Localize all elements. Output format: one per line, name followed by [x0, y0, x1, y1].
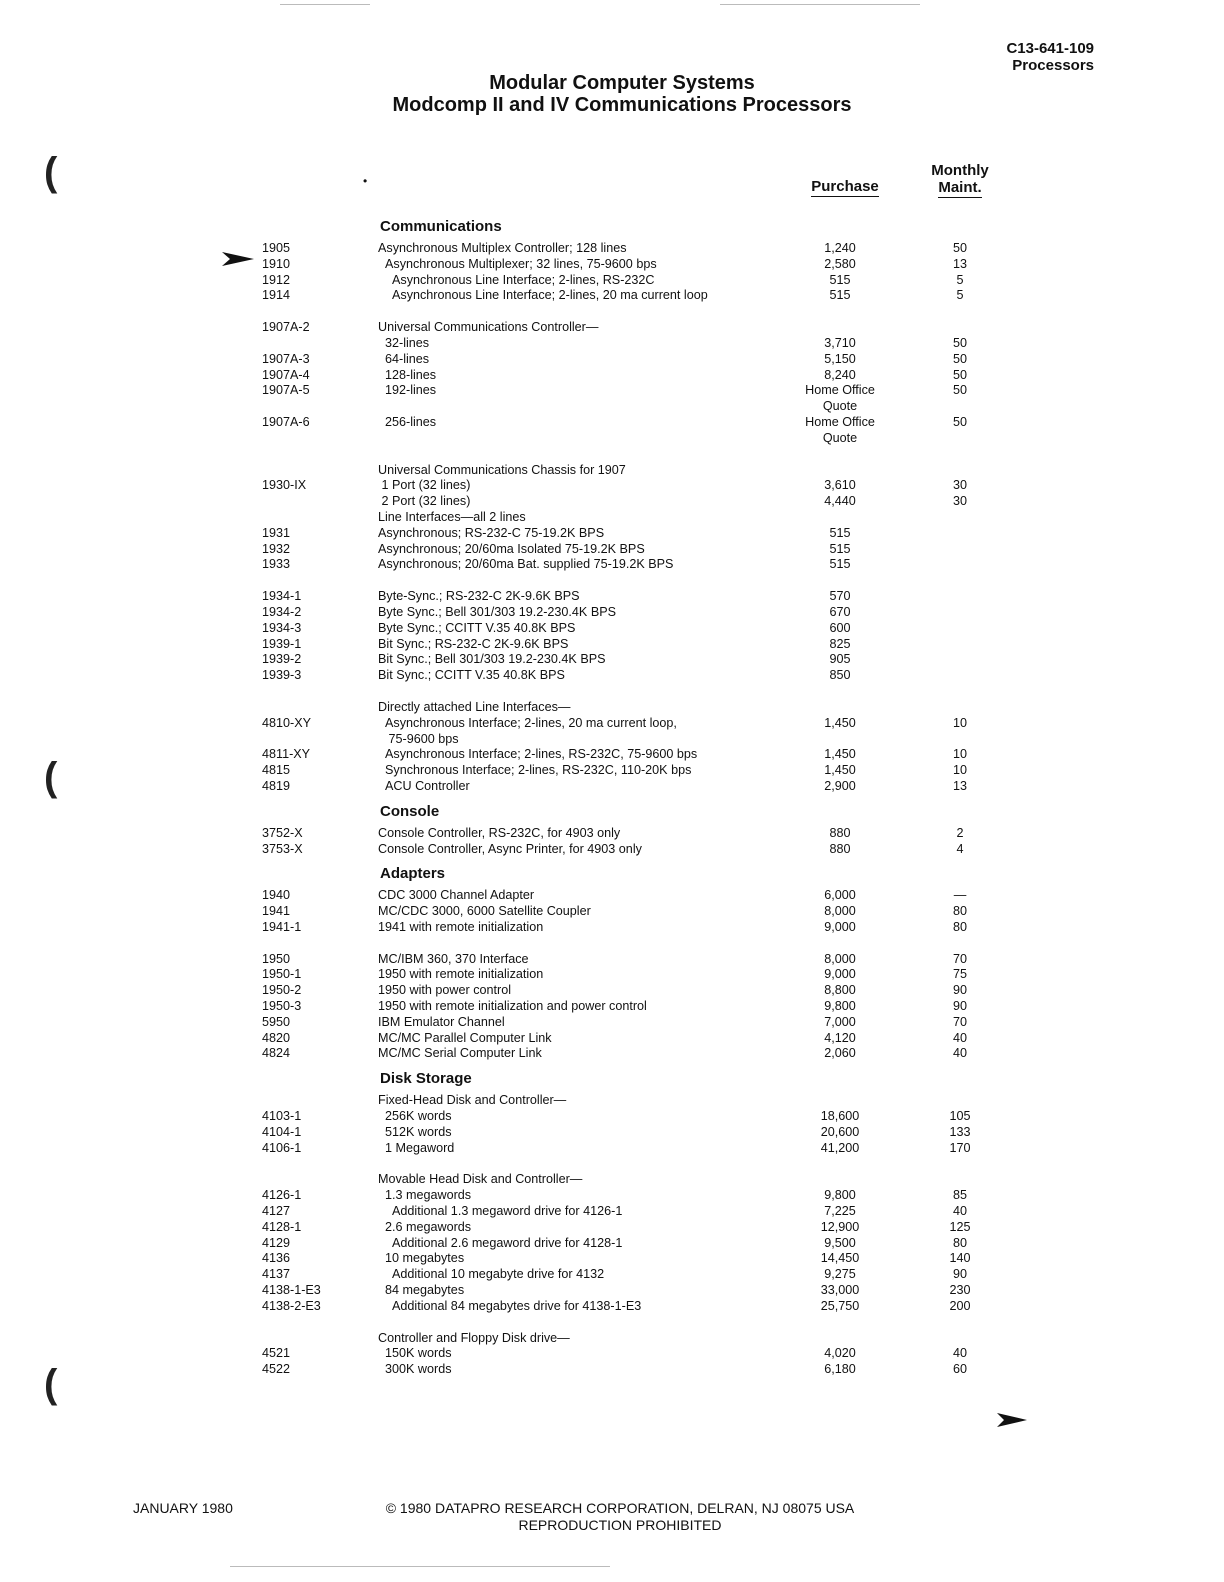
- model-number: 4138-1-E3: [262, 1283, 321, 1298]
- item-description: 256-lines: [385, 414, 437, 429]
- purchase-price: 8,800: [824, 983, 856, 998]
- item-description: CDC 3000 Channel Adapter: [378, 888, 535, 903]
- monthly-maintenance: 5: [956, 272, 964, 287]
- price-row: [0, 983, 1224, 999]
- doc-id-category: Processors: [1012, 57, 1094, 74]
- price-row: [0, 904, 1224, 920]
- price-row: [0, 747, 1224, 763]
- price-row: [0, 1031, 1224, 1047]
- purchase-price: 880: [829, 825, 851, 840]
- purchase-price: 515: [829, 541, 851, 556]
- item-description: Additional 84 megabytes drive for 4138-1-E3: [392, 1298, 642, 1313]
- item-description: Byte-Sync.; RS-232-C 2K-9.6K BPS: [378, 589, 580, 604]
- model-number: 1940: [262, 888, 291, 903]
- monthly-maintenance: 170: [949, 1140, 971, 1155]
- model-number: 1939-2: [262, 652, 302, 667]
- monthly-maintenance: 200: [949, 1298, 971, 1313]
- section-heading: [0, 857, 1224, 888]
- price-row: [0, 1346, 1224, 1362]
- monthly-maintenance: 105: [949, 1109, 971, 1124]
- price-row: [0, 273, 1224, 289]
- model-number: 4521: [262, 1346, 291, 1361]
- purchase-column-header: [790, 178, 900, 195]
- price-row: [0, 431, 1224, 447]
- price-row: [0, 368, 1224, 384]
- model-number: 4820: [262, 1030, 291, 1045]
- model-number: 4127: [262, 1204, 291, 1219]
- purchase-price: 4,440: [824, 494, 856, 509]
- price-row: [0, 842, 1224, 858]
- page-title: [0, 72, 1224, 116]
- item-description: Console Controller, RS-232C, for 4903 only: [378, 825, 621, 840]
- monthly-maintenance: 140: [949, 1251, 971, 1266]
- model-number: 4137: [262, 1267, 291, 1282]
- monthly-maintenance: —: [953, 888, 967, 903]
- binder-hole-mark: (: [44, 755, 58, 799]
- monthly-maintenance: 80: [952, 1235, 967, 1250]
- item-description: Universal Communications Controller—: [378, 320, 599, 335]
- item-description: 256K words: [385, 1109, 452, 1124]
- purchase-price: Home Office: [805, 414, 875, 429]
- model-number: 1939-1: [262, 636, 302, 651]
- monthly-maintenance: 70: [952, 951, 967, 966]
- item-description: 32-lines: [385, 335, 430, 350]
- model-number: 1932: [262, 541, 291, 556]
- model-number: 1907A-5: [262, 383, 310, 398]
- price-row: [0, 336, 1224, 352]
- model-number: 4128-1: [262, 1219, 302, 1234]
- item-description: Asynchronous; 20/60ma Isolated 75-19.2K BPS: [378, 541, 645, 556]
- scan-artifact-top: [720, 4, 920, 5]
- price-row: [0, 1220, 1224, 1236]
- model-number: 1933: [262, 557, 291, 572]
- price-row: [0, 1093, 1224, 1109]
- monthly-maintenance: 50: [952, 414, 967, 429]
- price-row: [0, 763, 1224, 779]
- item-description: MC/IBM 360, 370 Interface: [378, 951, 529, 966]
- model-number: 1950-3: [262, 999, 302, 1014]
- section-title: Communications: [380, 218, 502, 235]
- monthly-maintenance: 80: [952, 919, 967, 934]
- price-row: [0, 605, 1224, 621]
- model-number: 4103-1: [262, 1109, 302, 1124]
- item-description: Fixed-Head Disk and Controller—: [378, 1093, 567, 1108]
- monthly-maintenance: 40: [952, 1046, 967, 1061]
- model-number: 4819: [262, 778, 291, 793]
- purchase-price: 8,240: [824, 367, 856, 382]
- purchase-price: 4,120: [824, 1030, 856, 1045]
- footer-copyright: [350, 1500, 890, 1534]
- price-row: [0, 1251, 1224, 1267]
- price-row: [0, 1125, 1224, 1141]
- row-spacer: [0, 573, 1224, 589]
- purchase-price: 850: [829, 668, 851, 683]
- item-description: 1 Port (32 lines): [381, 478, 471, 493]
- item-description: Bit Sync.; RS-232-C 2K-9.6K BPS: [378, 636, 569, 651]
- purchase-price: 515: [829, 557, 851, 572]
- purchase-price: 9,275: [824, 1267, 856, 1282]
- item-description: 128-lines: [385, 367, 437, 382]
- purchase-price: 6,000: [824, 888, 856, 903]
- model-number: 1907A-2: [262, 320, 310, 335]
- item-description: Bit Sync.; CCITT V.35 40.8K BPS: [378, 668, 565, 683]
- monthly-maintenance: 30: [952, 478, 967, 493]
- price-row: [0, 542, 1224, 558]
- purchase-price: 515: [829, 288, 851, 303]
- purchase-price: 600: [829, 620, 851, 635]
- monthly-maintenance: 90: [952, 983, 967, 998]
- item-description: 300K words: [385, 1362, 452, 1377]
- purchase-price: 5,150: [824, 351, 856, 366]
- item-description: MC/MC Parallel Computer Link: [378, 1030, 552, 1045]
- model-number: 4138-2-E3: [262, 1298, 321, 1313]
- copyright-line: © 1980 DATAPRO RESEARCH CORPORATION, DELRAN, NJ 08075 USA: [385, 1500, 855, 1516]
- purchase-price: 4,020: [824, 1346, 856, 1361]
- price-row: [0, 826, 1224, 842]
- model-number: 1930-IX: [262, 478, 307, 493]
- price-row: [0, 589, 1224, 605]
- item-description: Asynchronous Interface; 2-lines, RS-232C, 75-9600 bps: [385, 747, 698, 762]
- purchase-price: 1,450: [824, 747, 856, 762]
- purchase-price: 670: [829, 604, 851, 619]
- purchase-price: 1,240: [824, 241, 856, 255]
- purchase-price: 3,710: [824, 335, 856, 350]
- price-row: [0, 1204, 1224, 1220]
- model-number: 1910: [262, 256, 291, 271]
- price-row: [0, 399, 1224, 415]
- item-description: Asynchronous Multiplexer; 32 lines, 75-9600 bps: [385, 256, 657, 271]
- monthly-maintenance: 90: [952, 1267, 967, 1282]
- item-description: MC/MC Serial Computer Link: [378, 1046, 542, 1061]
- monthly-maintenance: 50: [952, 241, 967, 255]
- maint-label-line-2: Maint.: [938, 179, 982, 196]
- purchase-price: 8,000: [824, 951, 856, 966]
- item-description: 1950 with remote initialization and power control: [378, 999, 647, 1014]
- model-number: 1907A-4: [262, 367, 310, 382]
- monthly-maintenance: 10: [952, 715, 967, 730]
- price-row: [0, 999, 1224, 1015]
- model-number: 4522: [262, 1362, 291, 1377]
- price-row: [0, 621, 1224, 637]
- purchase-price: 905: [829, 652, 851, 667]
- monthly-maintenance: 40: [952, 1204, 967, 1219]
- item-description: Additional 2.6 megaword drive for 4128-1: [392, 1235, 623, 1250]
- model-number: 1941: [262, 904, 291, 919]
- purchase-price: 12,900: [820, 1219, 860, 1234]
- purchase-price: 9,500: [824, 1235, 856, 1250]
- purchase-price: 1,450: [824, 763, 856, 778]
- price-row: [0, 1236, 1224, 1252]
- price-row: [0, 1046, 1224, 1062]
- price-row: [0, 1299, 1224, 1315]
- purchase-price: Home Office: [805, 383, 875, 398]
- item-description: Asynchronous; RS-232-C 75-19.2K BPS: [378, 525, 605, 540]
- row-spacer: [0, 304, 1224, 320]
- item-description: 64-lines: [385, 351, 430, 366]
- binder-hole-mark: (: [44, 1362, 58, 1406]
- model-number: 4810-XY: [262, 715, 312, 730]
- price-row: [0, 652, 1224, 668]
- price-row: [0, 1283, 1224, 1299]
- item-description: 1.3 megawords: [385, 1188, 472, 1203]
- section-heading: [0, 210, 1224, 241]
- item-description: Universal Communications Chassis for 1907: [378, 462, 626, 477]
- item-description: Asynchronous Line Interface; 2-lines, 20 ma current loop: [392, 288, 708, 303]
- purchase-price: 7,225: [824, 1204, 856, 1219]
- monthly-maintenance: 230: [949, 1283, 971, 1298]
- document-id: [1006, 40, 1094, 74]
- model-number: 4104-1: [262, 1124, 302, 1139]
- price-row: [0, 352, 1224, 368]
- model-number: 4106-1: [262, 1140, 302, 1155]
- item-description: Additional 10 megabyte drive for 4132: [392, 1267, 605, 1282]
- item-description: Asynchronous; 20/60ma Bat. supplied 75-19.2K BPS: [378, 557, 674, 572]
- purchase-price: 18,600: [820, 1109, 860, 1124]
- item-description: 192-lines: [385, 383, 437, 398]
- price-row: [0, 1331, 1224, 1347]
- price-row: [0, 1015, 1224, 1031]
- model-number: 4815: [262, 763, 291, 778]
- price-row: [0, 779, 1224, 795]
- row-spacer: [0, 1156, 1224, 1172]
- model-number: 4811-XY: [262, 747, 311, 762]
- purchase-price: 3,610: [824, 478, 856, 493]
- price-row: [0, 1109, 1224, 1125]
- monthly-maintenance: 125: [949, 1219, 971, 1234]
- change-marker-arrow-icon: [997, 1412, 1027, 1428]
- model-number: 1941-1: [262, 919, 302, 934]
- monthly-maintenance: 50: [952, 335, 967, 350]
- monthly-maintenance: 90: [952, 999, 967, 1014]
- model-number: 4824: [262, 1046, 291, 1061]
- purchase-price: 515: [829, 272, 851, 287]
- doc-id-number: C13-641-109: [1006, 40, 1094, 57]
- purchase-price: 25,750: [820, 1298, 860, 1313]
- model-number: 3752-X: [262, 825, 303, 840]
- price-row: [0, 888, 1224, 904]
- item-description: Asynchronous Line Interface; 2-lines, RS-232C: [392, 272, 655, 287]
- price-row: [0, 967, 1224, 983]
- item-description: Byte Sync.; Bell 301/303 19.2-230.4K BPS: [378, 604, 617, 619]
- price-row: [0, 383, 1224, 399]
- item-description: 512K words: [385, 1124, 452, 1139]
- row-spacer: [0, 1315, 1224, 1331]
- bullet-mark: •: [363, 174, 368, 188]
- price-row: [0, 920, 1224, 936]
- purchase-price: 825: [829, 636, 851, 651]
- price-row: [0, 320, 1224, 336]
- monthly-maintenance: 50: [952, 367, 967, 382]
- monthly-maintenance: 50: [952, 383, 967, 398]
- row-spacer: [0, 936, 1224, 952]
- purchase-label: Purchase: [811, 178, 879, 195]
- monthly-maintenance: 133: [949, 1124, 971, 1139]
- purchase-price: 14,450: [820, 1251, 860, 1266]
- item-description: 75-9600 bps: [388, 731, 459, 746]
- section-heading: [0, 1062, 1224, 1093]
- reproduction-notice: REPRODUCTION PROHIBITED: [518, 1517, 722, 1533]
- price-row: [0, 716, 1224, 732]
- title-line-2: Modcomp II and IV Communications Processors: [392, 94, 852, 116]
- model-number: 1907A-6: [262, 414, 310, 429]
- purchase-price: 880: [829, 841, 851, 856]
- monthly-maintenance: 70: [952, 1014, 967, 1029]
- item-description: Bit Sync.; Bell 301/303 19.2-230.4K BPS: [378, 652, 606, 667]
- purchase-price: 2,060: [824, 1046, 856, 1061]
- model-number: 1931: [262, 525, 291, 540]
- model-number: 1907A-3: [262, 351, 310, 366]
- scan-artifact-bottom: [230, 1566, 610, 1567]
- purchase-price: 33,000: [820, 1283, 860, 1298]
- monthly-maintenance: 10: [952, 747, 967, 762]
- purchase-price: 515: [829, 525, 851, 540]
- price-row: [0, 257, 1224, 273]
- model-number: 4129: [262, 1235, 291, 1250]
- model-number: 4136: [262, 1251, 291, 1266]
- item-description: 1950 with power control: [378, 983, 512, 998]
- price-row: [0, 415, 1224, 431]
- item-description: ACU Controller: [385, 778, 470, 793]
- model-number: 1914: [262, 288, 291, 303]
- model-number: 1912: [262, 272, 291, 287]
- purchase-price: 2,580: [824, 256, 856, 271]
- item-description: Controller and Floppy Disk drive—: [378, 1330, 570, 1345]
- price-row: [0, 494, 1224, 510]
- model-number: 1934-1: [262, 589, 302, 604]
- purchase-price: 1,450: [824, 715, 856, 730]
- monthly-maintenance: 30: [952, 494, 967, 509]
- item-description: MC/CDC 3000, 6000 Satellite Coupler: [378, 904, 591, 919]
- item-description: 150K words: [385, 1346, 452, 1361]
- item-description: Asynchronous Interface; 2-lines, 20 ma current loop,: [385, 715, 677, 730]
- price-row: [0, 288, 1224, 304]
- model-number: 1950-1: [262, 967, 302, 982]
- item-description: 2 Port (32 lines): [381, 494, 471, 509]
- item-description: 1950 with remote initialization: [378, 967, 544, 982]
- model-number: 3753-X: [262, 841, 303, 856]
- monthly-maintenance: 80: [952, 904, 967, 919]
- monthly-maintenance: 50: [952, 351, 967, 366]
- section-title: Console: [380, 802, 440, 820]
- purchase-price: 7,000: [824, 1014, 856, 1029]
- price-row: [0, 557, 1224, 573]
- section-title: Adapters: [380, 865, 446, 883]
- item-description: Byte Sync.; CCITT V.35 40.8K BPS: [378, 620, 576, 635]
- monthly-maintenance: 13: [952, 256, 967, 271]
- purchase-price: Quote: [822, 430, 858, 445]
- binder-hole-mark: (: [44, 150, 58, 194]
- purchase-price: 9,000: [824, 967, 856, 982]
- price-row: [0, 510, 1224, 526]
- monthly-maintenance: 4: [956, 841, 964, 856]
- price-row: [0, 732, 1224, 748]
- maint-label-line-1: Monthly: [931, 162, 989, 179]
- monthly-maintenance: 75: [952, 967, 967, 982]
- item-description: Asynchronous Multiplex Controller; 128 lines: [378, 241, 627, 255]
- price-row: [0, 478, 1224, 494]
- title-line-1: Modular Computer Systems: [489, 72, 755, 94]
- price-row: [0, 1362, 1224, 1378]
- row-spacer: [0, 684, 1224, 700]
- item-description: 1941 with remote initialization: [378, 919, 544, 934]
- monthly-maintenance: 2: [956, 825, 964, 840]
- maint-column-header: [910, 162, 1010, 196]
- price-row: [0, 1267, 1224, 1283]
- price-row: [0, 668, 1224, 684]
- price-row: [0, 526, 1224, 542]
- purchase-price: 9,800: [824, 1188, 856, 1203]
- footer-date: JANUARY 1980: [133, 1500, 233, 1516]
- model-number: 1950-2: [262, 983, 302, 998]
- purchase-price: 9,000: [824, 919, 856, 934]
- price-row: [0, 1188, 1224, 1204]
- item-description: Console Controller, Async Printer, for 4903 only: [378, 841, 642, 856]
- monthly-maintenance: 40: [952, 1030, 967, 1045]
- item-description: 10 megabytes: [385, 1251, 465, 1266]
- model-number: 1934-2: [262, 604, 302, 619]
- price-row: [0, 1172, 1224, 1188]
- price-row: [0, 700, 1224, 716]
- purchase-price: 20,600: [820, 1124, 860, 1139]
- price-list: [0, 210, 1224, 1378]
- row-spacer: [0, 447, 1224, 463]
- price-row: [0, 1141, 1224, 1157]
- purchase-price: 6,180: [824, 1362, 856, 1377]
- model-number: 4126-1: [262, 1188, 302, 1203]
- purchase-price: 2,900: [824, 778, 856, 793]
- price-row: [0, 463, 1224, 479]
- item-description: Line Interfaces—all 2 lines: [378, 509, 526, 524]
- item-description: IBM Emulator Channel: [378, 1014, 505, 1029]
- monthly-maintenance: 60: [952, 1362, 967, 1377]
- monthly-maintenance: 13: [952, 778, 967, 793]
- monthly-maintenance: 5: [956, 288, 964, 303]
- model-number: 5950: [262, 1014, 291, 1029]
- item-description: 2.6 megawords: [385, 1219, 472, 1234]
- section-title: Disk Storage: [380, 1070, 472, 1088]
- purchase-price: Quote: [822, 399, 858, 414]
- section-heading: [0, 795, 1224, 826]
- purchase-price: 570: [829, 589, 851, 604]
- purchase-price: 9,800: [824, 999, 856, 1014]
- model-number: 1934-3: [262, 620, 302, 635]
- model-number: 1939-3: [262, 668, 302, 683]
- monthly-maintenance: 85: [952, 1188, 967, 1203]
- model-number: 1950: [262, 951, 291, 966]
- model-number: 1905: [262, 241, 291, 255]
- monthly-maintenance: 10: [952, 763, 967, 778]
- item-description: 1 Megaword: [385, 1140, 455, 1155]
- price-row: [0, 241, 1224, 257]
- scan-artifact-top: [280, 4, 370, 5]
- price-row: [0, 637, 1224, 653]
- monthly-maintenance: 40: [952, 1346, 967, 1361]
- purchase-price: 41,200: [820, 1140, 860, 1155]
- item-description: Movable Head Disk and Controller—: [378, 1172, 583, 1187]
- item-description: 84 megabytes: [385, 1283, 465, 1298]
- price-row: [0, 952, 1224, 968]
- item-description: Synchronous Interface; 2-lines, RS-232C, 110-20K bps: [385, 763, 692, 778]
- item-description: Additional 1.3 megaword drive for 4126-1: [392, 1204, 623, 1219]
- purchase-price: 8,000: [824, 904, 856, 919]
- item-description: Directly attached Line Interfaces—: [378, 699, 571, 714]
